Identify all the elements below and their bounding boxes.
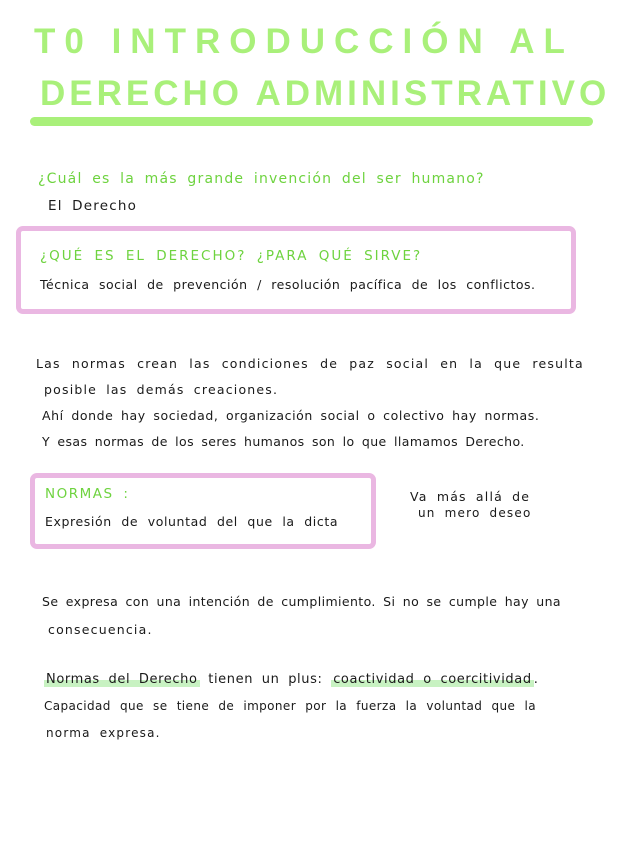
title-underline [30, 117, 593, 126]
paragraph-2-line-1: Se expresa con una intención de cumplimiento. Si no se cumple hay una [42, 594, 561, 609]
side-note-line-2: un mero deseo [418, 506, 532, 520]
definition-box [16, 226, 576, 314]
side-note-line-1: Va más allá de [410, 489, 531, 504]
paragraph-1-line-2: posible las demás creaciones. [44, 382, 279, 397]
paragraph-2-line-2: consecuencia. [48, 622, 153, 637]
answer-1: El Derecho [48, 198, 138, 214]
definition-box-text: Técnica social de prevención / resolución pacífica de los conflictos. [40, 277, 536, 292]
definition-box-heading: ¿QUÉ ES EL DERECHO? ¿PARA QUÉ SIRVE? [40, 248, 423, 264]
paragraph-1-line-1: Las normas crean las condiciones de paz social en la que resulta [36, 356, 584, 371]
paragraph-3-line-2: Capacidad que se tiene de imponer por la fuerza la voluntad que la [44, 699, 536, 713]
normas-box-text: Expresión de voluntad del que la dicta [45, 514, 339, 529]
paragraph-1-line-3: Ahí donde hay sociedad, organización social o colectivo hay normas. [42, 408, 540, 423]
title-line-1: T0 INTRODUCCIÓN AL [34, 22, 574, 61]
question-1: ¿Cuál es la más grande invención del ser humano? [38, 171, 485, 187]
paragraph-3-period: . [533, 672, 539, 687]
paragraph-3-line-3: norma expresa. [46, 726, 161, 740]
highlight-coactividad: coactividad o coercitividad [333, 672, 532, 687]
paragraph-3-plus-text: tienen un plus: [199, 672, 332, 687]
normas-box [30, 473, 376, 549]
normas-box-heading: NORMAS : [45, 486, 130, 502]
paragraph-1-line-4: Y esas normas de los seres humanos son lo que llamamos Derecho. [42, 434, 525, 449]
highlight-normas-del-derecho: Normas del Derecho [46, 672, 198, 687]
paragraph-3-line-1 [44, 672, 538, 687]
title-line-2: DERECHO ADMINISTRATIVO [40, 74, 611, 113]
